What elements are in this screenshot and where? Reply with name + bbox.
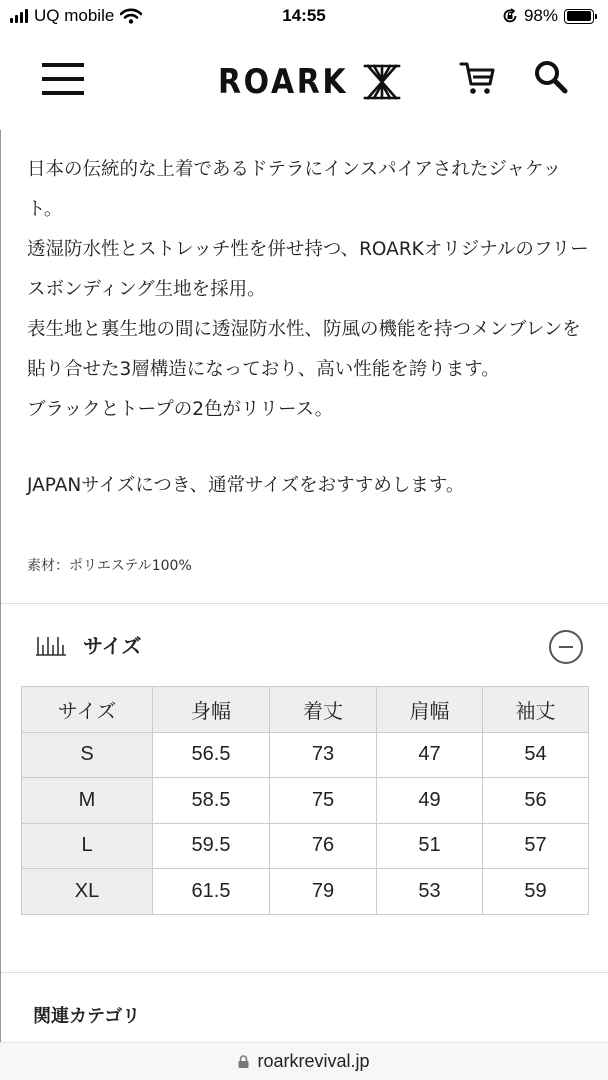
size-section-header[interactable] [31, 626, 587, 670]
size-section-title: サイズ [83, 634, 142, 658]
url-domain: roarkrevival.jp [257, 1051, 370, 1071]
table-cell: 76 [270, 823, 377, 869]
browser-url-bar[interactable] [0, 1042, 608, 1080]
table-cell: 73 [270, 732, 377, 778]
search-icon[interactable] [532, 58, 570, 96]
table-cell: 56.5 [153, 732, 270, 778]
related-categories-title[interactable]: 関連カテゴリ [33, 1006, 141, 1027]
size-label-cell: S [22, 732, 153, 778]
table-cell: 51 [377, 823, 483, 869]
battery-icon [564, 9, 594, 24]
size-table-header: 身幅 [153, 687, 270, 733]
carrier-name: UQ mobile [34, 6, 115, 25]
menu-icon[interactable] [42, 63, 84, 95]
table-cell: 59 [483, 869, 589, 915]
collapse-icon[interactable] [549, 630, 583, 664]
ruler-icon [35, 634, 67, 656]
table-cell: 57 [483, 823, 589, 869]
divider [1, 603, 608, 604]
product-description [27, 150, 592, 506]
table-cell: 49 [377, 778, 483, 824]
rotation-lock-icon [502, 8, 518, 24]
size-table-header: 肩幅 [377, 687, 483, 733]
description-paragraph: 表生地と裏生地の間に透湿防水性、防風の機能を持つメンブレンを貼り合せた3層構造になっており、高い性能を誇ります。 [27, 319, 581, 380]
size-table-header: 袖丈 [483, 687, 589, 733]
table-cell: 53 [377, 869, 483, 915]
status-bar-right [502, 6, 594, 26]
cart-icon[interactable] [458, 58, 498, 98]
description-paragraph: 透湿防水性とストレッチ性を併せ持つ、ROARKオリジナルのフリースボンディング生地を採用。 [27, 239, 589, 300]
table-row [22, 732, 589, 778]
table-cell: 75 [270, 778, 377, 824]
logo-text: ROARK [218, 62, 349, 102]
status-bar [0, 0, 608, 36]
table-row [22, 869, 589, 915]
table-cell: 59.5 [153, 823, 270, 869]
table-cell: 61.5 [153, 869, 270, 915]
size-label-cell: XL [22, 869, 153, 915]
size-table [21, 686, 589, 915]
size-table-header-row [22, 687, 589, 733]
battery-percent: 98% [523, 6, 558, 25]
divider [1, 972, 608, 973]
table-row [22, 778, 589, 824]
description-paragraph: ブラックとトープの2色がリリース。 [27, 399, 334, 420]
site-logo[interactable] [218, 60, 404, 104]
product-detail-content [0, 130, 608, 1042]
status-time: 14:55 [282, 6, 326, 25]
table-cell: 56 [483, 778, 589, 824]
table-row [22, 823, 589, 869]
size-table-header: 着丈 [270, 687, 377, 733]
roark-logo-mark [360, 60, 404, 104]
site-header [0, 36, 608, 130]
table-cell: 47 [377, 732, 483, 778]
battery-fill [567, 11, 592, 21]
size-label-cell: L [22, 823, 153, 869]
description-paragraph: 日本の伝統的な上着であるドテラにインスパイアされたジャケット。 [27, 159, 562, 220]
material-text: 素材：ポリエステル100% [27, 558, 192, 574]
description-paragraph: JAPANサイズにつき、通常サイズをおすすめします。 [27, 475, 465, 496]
lock-icon [238, 1055, 249, 1068]
size-label-cell: M [22, 778, 153, 824]
table-cell: 58.5 [153, 778, 270, 824]
table-cell: 54 [483, 732, 589, 778]
table-cell: 79 [270, 869, 377, 915]
size-table-header: サイズ [22, 687, 153, 733]
